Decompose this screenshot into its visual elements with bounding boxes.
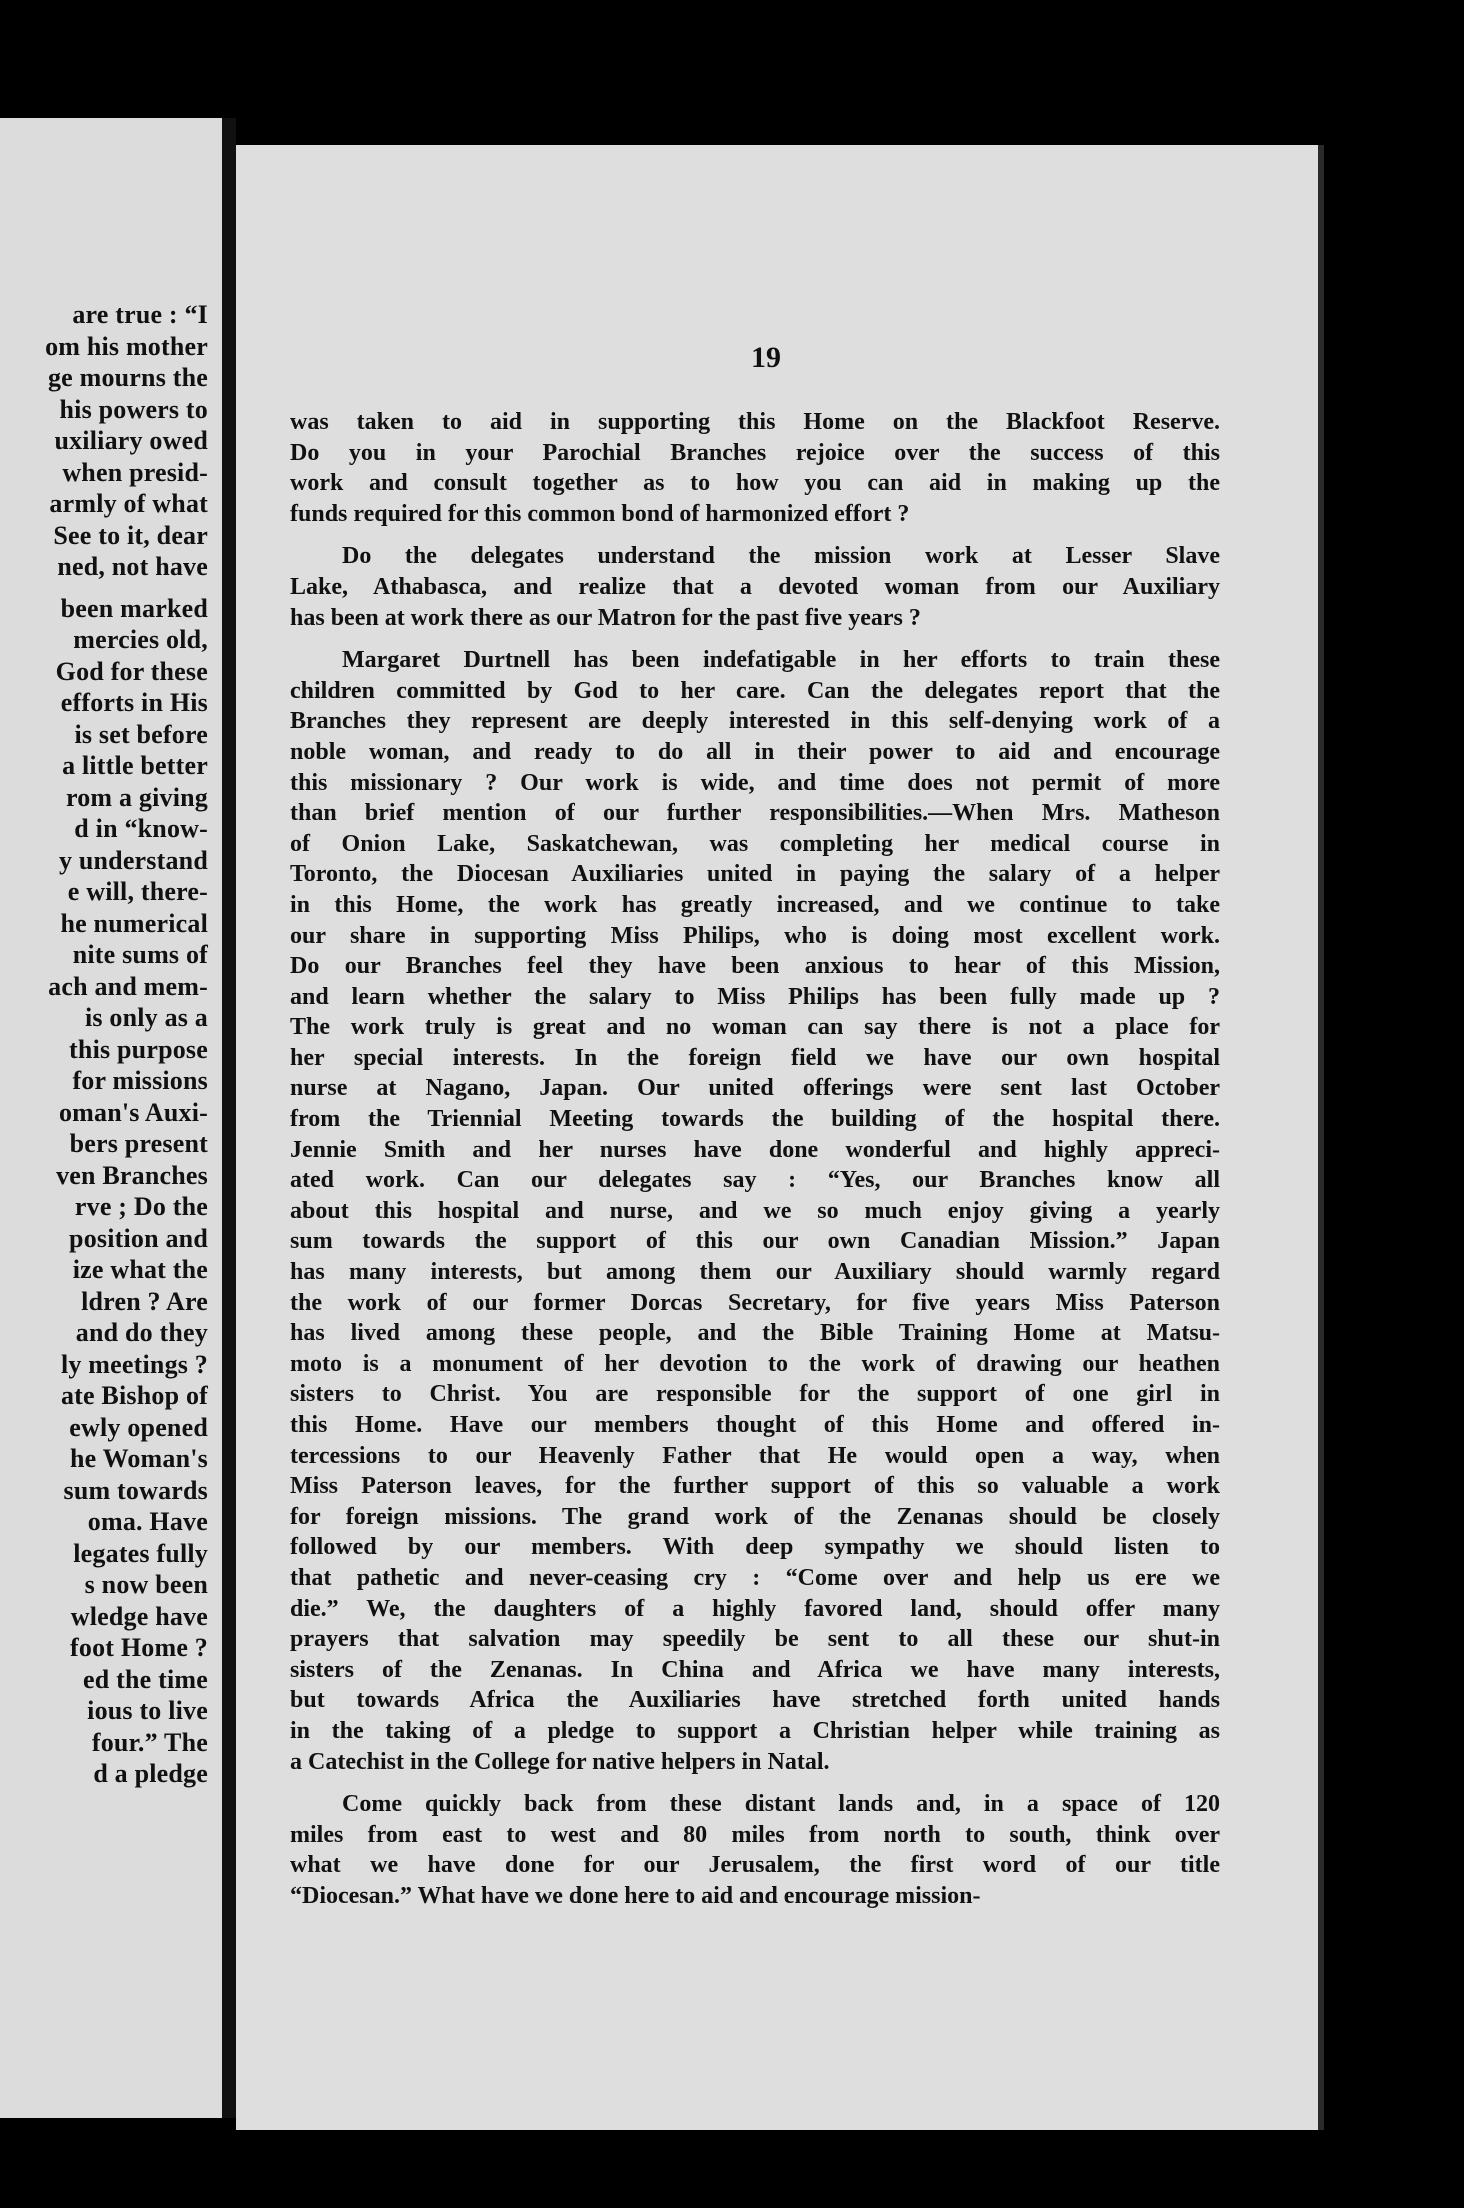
facing-page-text: nite sums of — [72, 940, 208, 969]
facing-page-text: ious to live — [87, 1696, 208, 1725]
text-line: has been at work there as our Matron for the past five years ? — [290, 604, 921, 631]
facing-page-text: ach and mem- — [48, 971, 208, 1001]
facing-page-text: rom a giving — [65, 782, 208, 812]
facing-page-text: ed the time — [83, 1664, 208, 1694]
text-line: work and consult together as to how you can aid in making up the — [290, 470, 1220, 497]
text-line: and learn whether the salary to Miss Philips has been fully made up ? — [290, 983, 1220, 1010]
facing-page-text: oma. Have — [87, 1507, 208, 1536]
text-line: of Onion Lake, Saskatchewan, was completing her medical course in — [290, 830, 1220, 857]
text-line: followed by our members. With deep sympathy we should listen to — [290, 1534, 1220, 1561]
facing-page-text: bers present — [69, 1129, 208, 1158]
text-line: nurse at Nagano, Japan. Our united offerings were sent last October — [290, 1075, 1220, 1102]
facing-page-text: and do they — [75, 1318, 208, 1347]
facing-page-text: four.” The — [91, 1727, 208, 1757]
facing-page-fragment — [0, 118, 222, 2118]
text-line: prayers that salvation may speedily be sent to all these our shut-in — [290, 1626, 1220, 1653]
facing-page-text: ven Branches — [56, 1160, 208, 1190]
text-line: Do our Branches feel they have been anxious to hear of this Mission, — [290, 953, 1220, 980]
text-line: Lake, Athabasca, and realize that a devoted woman from our Auxiliary — [290, 573, 1220, 600]
text-line: Come quickly back from these distant lands and, in a space of 120 — [342, 1791, 1220, 1818]
facing-page-text: been marked — [60, 593, 208, 623]
text-line: her special interests. In the foreign field we have our own hospital — [290, 1044, 1220, 1071]
facing-page-text: ate Bishop of — [60, 1381, 208, 1410]
facing-page-text: wledge have — [70, 1601, 208, 1631]
text-line: children committed by God to her care. Can the delegates report that the — [290, 677, 1220, 704]
facing-page-text: is only as a — [84, 1003, 208, 1032]
facing-page-text: a little better — [62, 751, 208, 780]
text-line: Do the delegates understand the mission work at Lesser Slave — [342, 543, 1220, 570]
text-line: sum towards the support of this our own Canadian Mission.” Japan — [290, 1228, 1220, 1255]
facing-page-text: mercies old, — [73, 625, 208, 654]
facing-page-text: this purpose — [69, 1034, 208, 1064]
facing-page-text: armly of what — [49, 489, 208, 518]
text-line: funds required for this common bond of harmonized effort ? — [290, 500, 910, 527]
facing-page-text: sum towards — [63, 1475, 208, 1505]
text-line: “Diocesan.” What have we done here to aid and encourage mission- — [290, 1882, 981, 1909]
facing-page-text: ldren ? Are — [81, 1286, 208, 1316]
text-line: Toronto, the Diocesan Auxiliaries united in paying the salary of a helper — [290, 861, 1220, 888]
text-line: for foreign missions. The grand work of the Zenanas should be closely — [290, 1503, 1220, 1530]
text-line: has lived among these people, and the Bible Training Home at Matsu- — [290, 1320, 1220, 1347]
facing-page-text: d in “know- — [74, 814, 208, 843]
text-line: The work truly is great and no woman can say there is not a place for — [290, 1014, 1220, 1041]
facing-page-text: he Woman's — [69, 1444, 208, 1473]
text-line: Miss Paterson leaves, for the further support of this so valuable a work — [290, 1473, 1220, 1500]
facing-page-text: ned, not have — [57, 552, 208, 581]
text-line: Do you in your Parochial Branches rejoice over the success of this — [290, 439, 1220, 466]
text-line: Jennie Smith and her nurses have done wonderful and highly appreci- — [290, 1136, 1220, 1163]
facing-page-text: ize what the — [72, 1255, 208, 1284]
text-line: was taken to aid in supporting this Home on the Blackfoot Reserve. — [290, 409, 1220, 435]
facing-page-text: om his mother — [45, 331, 208, 361]
text-line: this Home. Have our members thought of this Home and offered in- — [290, 1412, 1220, 1438]
facing-page-text: ly meetings ? — [60, 1349, 208, 1379]
facing-page-text: efforts in His — [60, 688, 208, 717]
text-line: a Catechist in the College for native helpers in Natal. — [290, 1748, 830, 1775]
text-line: Margaret Durtnell has been indefatigable in her efforts to train these — [342, 647, 1220, 674]
text-line: die.” We, the daughters of a highly favored land, should offer many — [290, 1595, 1220, 1622]
text-line: tercessions to our Heavenly Father that He would open a way, when — [290, 1442, 1220, 1469]
text-line: sisters of the Zenanas. In China and Africa we have many interests, — [290, 1656, 1220, 1683]
text-line: what we have done for our Jerusalem, the first word of our title — [290, 1852, 1220, 1879]
body-text — [290, 407, 1220, 1912]
facing-page-text: his powers to — [59, 394, 208, 424]
facing-page-text: uxiliary owed — [54, 426, 208, 455]
text-line: in the taking of a pledge to support a Christian helper while training as — [290, 1717, 1220, 1744]
page-number: 19 — [751, 341, 781, 374]
text-line: that pathetic and never-ceasing cry : “Come over and help us ere we — [290, 1564, 1220, 1591]
text-line: our share in supporting Miss Philips, who is doing most excellent work. — [290, 922, 1220, 949]
text-line: sisters to Christ. You are responsible for the support of one girl in — [290, 1381, 1220, 1408]
facing-page-text: ge mourns the — [47, 363, 208, 392]
text-line: but towards Africa the Auxiliaries have stretched forth united hands — [290, 1687, 1220, 1714]
text-line: moto is a monument of her devotion to the work of drawing our heathen — [290, 1350, 1220, 1377]
facing-page-text: oman's Auxi- — [58, 1097, 208, 1127]
text-line: from the Triennial Meeting towards the building of the hospital there. — [290, 1106, 1220, 1133]
facing-page-text: when presid- — [62, 457, 208, 487]
book-page — [236, 145, 1318, 2130]
facing-page-text: legates fully — [73, 1538, 208, 1568]
facing-page-text: s now been — [84, 1570, 208, 1599]
facing-page-text: are true : “I — [72, 300, 208, 329]
facing-page-text: d a pledge — [93, 1759, 208, 1788]
text-line: ated work. Can our delegates say : “Yes, our Branches know all — [290, 1167, 1220, 1194]
facing-page-text: foot Home ? — [70, 1633, 208, 1662]
facing-page-text: ewly opened — [69, 1412, 208, 1442]
text-line: the work of our former Dorcas Secretary, for five years Miss Paterson — [290, 1289, 1220, 1316]
text-line: has many interests, but among them our Auxiliary should warmly regard — [290, 1259, 1220, 1286]
text-line: miles from east to west and 80 miles from north to south, think over — [290, 1821, 1220, 1848]
facing-page-text: See to it, dear — [53, 520, 208, 550]
facing-page-text: y understand — [58, 845, 208, 875]
text-line: Branches they represent are deeply interested in this self-denying work of a — [290, 708, 1220, 735]
text-line: about this hospital and nurse, and we so much enjoy giving a yearly — [290, 1197, 1220, 1224]
facing-page-text: rve ; Do the — [74, 1192, 208, 1221]
facing-page-text: e will, there- — [67, 877, 208, 906]
facing-page-text: is set before — [74, 719, 208, 749]
text-line: in this Home, the work has greatly increased, and we continue to take — [290, 891, 1220, 918]
facing-page-text: position and — [69, 1223, 208, 1253]
text-line: noble woman, and ready to do all in their power to aid and encourage — [290, 738, 1220, 765]
facing-page-text: God for these — [55, 656, 208, 686]
text-line: this missionary ? Our work is wide, and time does not permit of more — [290, 769, 1220, 796]
facing-page-text: for missions — [72, 1066, 208, 1095]
page-gutter — [222, 118, 236, 2118]
text-line: than brief mention of our further responsibilities.—When Mrs. Matheson — [290, 800, 1220, 827]
facing-page-text: he numerical — [60, 908, 208, 938]
